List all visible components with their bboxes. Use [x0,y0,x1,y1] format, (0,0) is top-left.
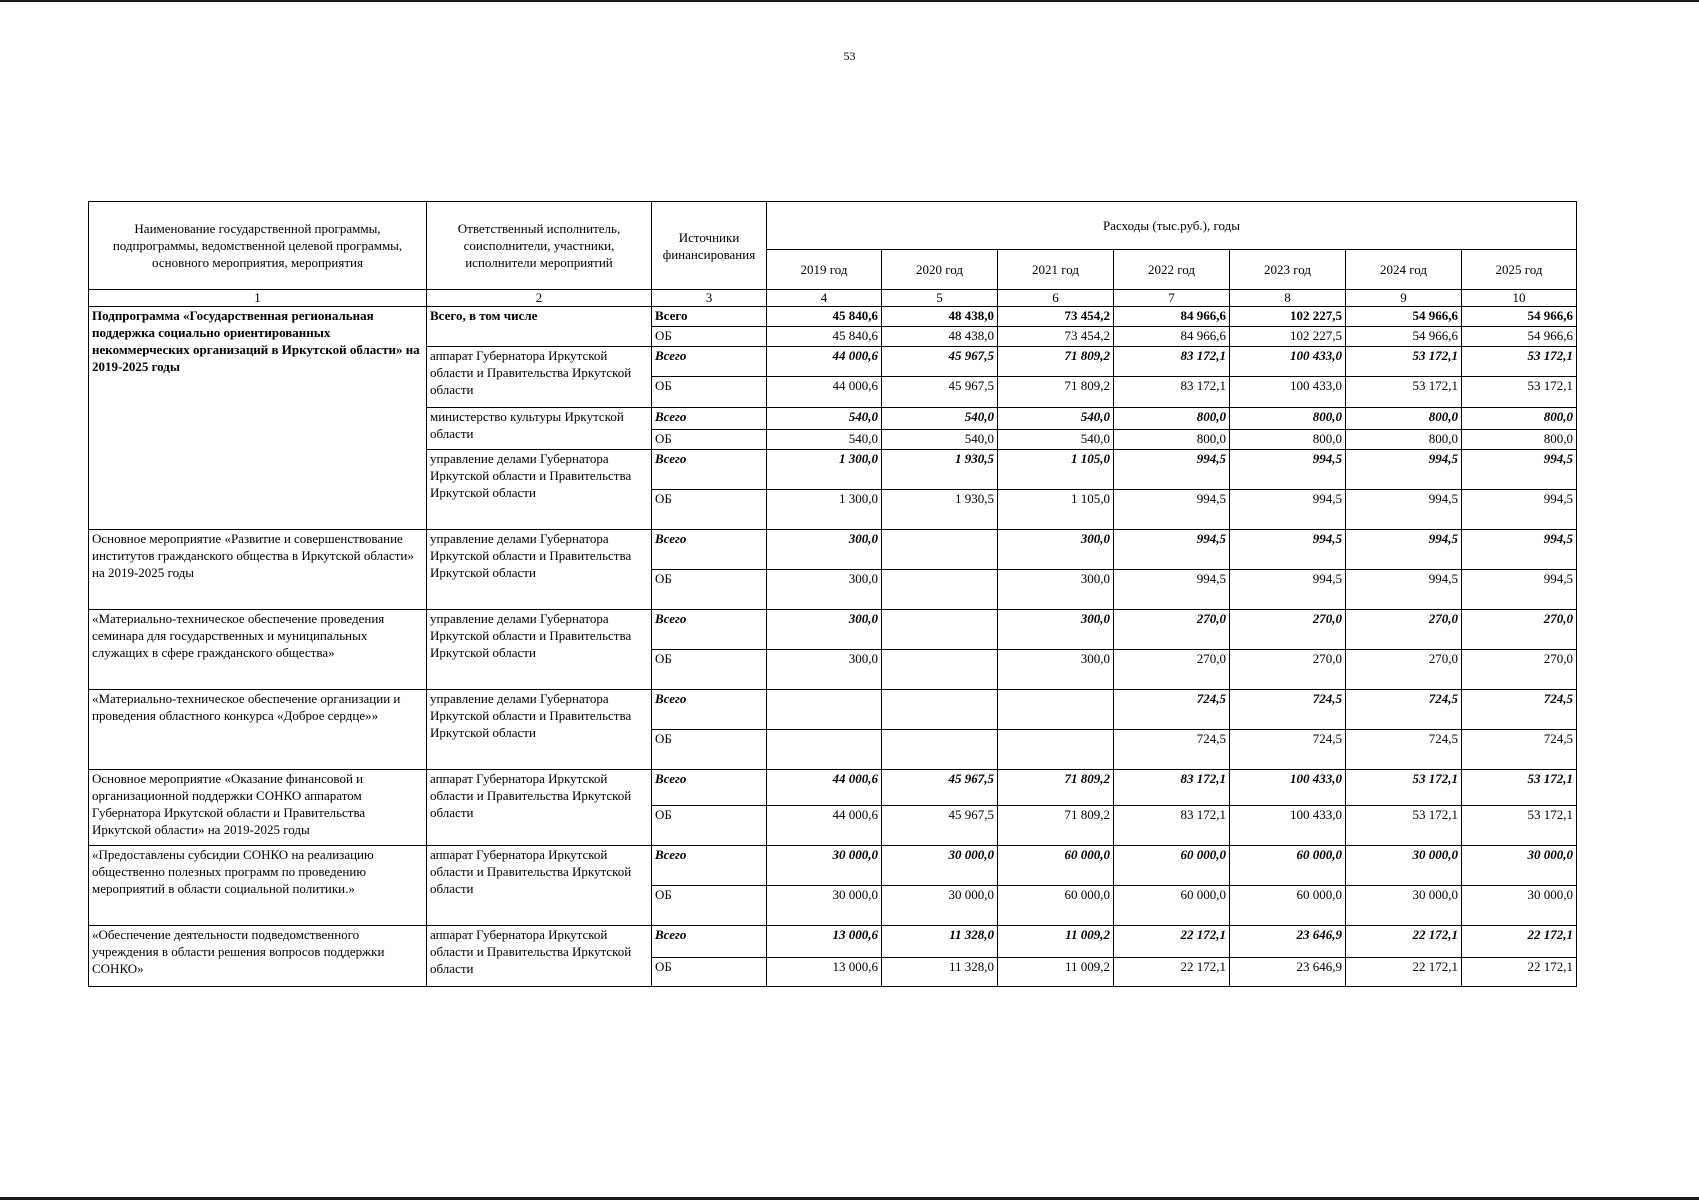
amount-cell: 300,0 [998,650,1114,690]
amount-cell [882,570,998,610]
table-row-total [89,530,1577,570]
amount-cell: 994,5 [1114,570,1230,610]
amount-cell: 540,0 [882,408,998,430]
amount-cell: 54 966,6 [1346,327,1462,347]
amount-cell: 13 000,6 [767,926,882,958]
amount-cell: 53 172,1 [1462,770,1577,806]
amount-cell: 71 809,2 [998,377,1114,408]
source-total-cell: Всего [652,926,767,958]
amount-cell: 994,5 [1230,570,1346,610]
source-total-cell: Всего [652,408,767,430]
amount-cell: 22 172,1 [1114,958,1230,987]
amount-cell: 71 809,2 [998,770,1114,806]
amount-cell: 45 967,5 [882,347,998,377]
executor-cell: аппарат Губернатора Иркутской области и Правительства Иркутской области [427,770,652,846]
header-expenses: Расходы (тыс.руб.), годы [767,202,1577,250]
amount-cell: 11 328,0 [882,958,998,987]
source-ob-cell: ОБ [652,886,767,926]
amount-cell: 30 000,0 [1462,886,1577,926]
amount-cell: 44 000,6 [767,377,882,408]
amount-cell: 994,5 [1346,570,1462,610]
amount-cell: 994,5 [1114,490,1230,530]
amount-cell [767,730,882,770]
amount-cell: 83 172,1 [1114,347,1230,377]
source-total-cell: Всего [652,610,767,650]
amount-cell: 994,5 [1462,530,1577,570]
amount-cell: 800,0 [1114,430,1230,450]
amount-cell: 45 840,6 [767,327,882,347]
amount-cell: 22 172,1 [1346,958,1462,987]
amount-cell: 45 967,5 [882,377,998,408]
amount-cell: 1 300,0 [767,490,882,530]
amount-cell: 53 172,1 [1462,806,1577,846]
amount-cell: 48 438,0 [882,307,998,327]
amount-cell: 30 000,0 [767,886,882,926]
amount-cell: 60 000,0 [998,846,1114,886]
amount-cell: 100 433,0 [1230,770,1346,806]
source-total-cell: Всего [652,530,767,570]
amount-cell: 994,5 [1462,450,1577,490]
column-number: 9 [1346,290,1462,307]
header-program-name: Наименование государственной программы, подпрограммы, ведомственной целевой программы, основного мероприятия, мероприятия [89,202,427,290]
amount-cell [767,690,882,730]
amount-cell: 994,5 [1346,490,1462,530]
amount-cell: 30 000,0 [767,846,882,886]
amount-cell: 83 172,1 [1114,806,1230,846]
header-year: 2024 год [1346,250,1462,290]
amount-cell: 100 433,0 [1230,806,1346,846]
amount-cell: 300,0 [998,530,1114,570]
amount-cell: 300,0 [767,610,882,650]
amount-cell: 300,0 [767,530,882,570]
amount-cell: 540,0 [998,430,1114,450]
column-number-row [89,290,1577,307]
source-total-cell: Всего [652,846,767,886]
amount-cell: 22 172,1 [1114,926,1230,958]
amount-cell: 724,5 [1462,730,1577,770]
amount-cell [882,730,998,770]
amount-cell: 11 009,2 [998,958,1114,987]
header-year: 2021 год [998,250,1114,290]
amount-cell: 102 227,5 [1230,327,1346,347]
amount-cell: 994,5 [1230,450,1346,490]
source-total-cell: Всего [652,450,767,490]
table-body [89,290,1577,987]
amount-cell: 53 172,1 [1346,347,1462,377]
executor-cell: управление делами Губернатора Иркутской области и Правительства Иркутской области [427,530,652,610]
column-number: 7 [1114,290,1230,307]
amount-cell: 800,0 [1346,430,1462,450]
header-year: 2019 год [767,250,882,290]
amount-cell: 270,0 [1346,610,1462,650]
amount-cell: 22 172,1 [1462,958,1577,987]
executor-cell: аппарат Губернатора Иркутской области и Правительства Иркутской области [427,846,652,926]
source-ob-cell: ОБ [652,650,767,690]
amount-cell: 53 172,1 [1462,347,1577,377]
amount-cell: 84 966,6 [1114,307,1230,327]
amount-cell: 71 809,2 [998,347,1114,377]
amount-cell: 994,5 [1114,530,1230,570]
table-row-total [89,690,1577,730]
amount-cell: 100 433,0 [1230,377,1346,408]
header-year: 2022 год [1114,250,1230,290]
column-number: 3 [652,290,767,307]
amount-cell: 100 433,0 [1230,347,1346,377]
executor-cell: управление делами Губернатора Иркутской области и Правительства Иркутской области [427,690,652,770]
amount-cell: 53 172,1 [1346,806,1462,846]
amount-cell: 22 172,1 [1346,926,1462,958]
amount-cell: 800,0 [1462,408,1577,430]
amount-cell: 23 646,9 [1230,958,1346,987]
executor-cell: аппарат Губернатора Иркутской области и Правительства Иркутской области [427,347,652,408]
header-year: 2025 год [1462,250,1577,290]
table-row-total [89,610,1577,650]
amount-cell: 540,0 [998,408,1114,430]
amount-cell: 84 966,6 [1114,327,1230,347]
amount-cell: 60 000,0 [1114,886,1230,926]
amount-cell: 300,0 [767,650,882,690]
column-number: 1 [89,290,427,307]
amount-cell: 30 000,0 [1346,886,1462,926]
budget-table [88,201,1577,987]
amount-cell: 30 000,0 [1462,846,1577,886]
amount-cell: 53 172,1 [1346,770,1462,806]
amount-cell: 1 105,0 [998,450,1114,490]
amount-cell: 73 454,2 [998,307,1114,327]
executor-cell: управление делами Губернатора Иркутской области и Правительства Иркутской области [427,450,652,530]
amount-cell: 300,0 [767,570,882,610]
amount-cell: 540,0 [882,430,998,450]
table-row-total [89,846,1577,886]
amount-cell: 270,0 [1230,610,1346,650]
program-name-cell: Основное мероприятие «Развитие и совершенствование институтов гражданского общества в Иркутской области» на 2019-2025 годы [89,530,427,610]
amount-cell [882,530,998,570]
amount-cell [998,690,1114,730]
column-number: 4 [767,290,882,307]
amount-cell: 60 000,0 [1114,846,1230,886]
amount-cell [998,730,1114,770]
amount-cell: 23 646,9 [1230,926,1346,958]
source-total-cell: Всего [652,347,767,377]
amount-cell: 30 000,0 [882,886,998,926]
amount-cell: 60 000,0 [1230,886,1346,926]
amount-cell: 1 105,0 [998,490,1114,530]
amount-cell: 270,0 [1114,610,1230,650]
amount-cell: 994,5 [1462,490,1577,530]
amount-cell: 44 000,6 [767,770,882,806]
amount-cell: 994,5 [1462,570,1577,610]
amount-cell: 724,5 [1114,690,1230,730]
amount-cell: 994,5 [1346,530,1462,570]
amount-cell: 54 966,6 [1462,327,1577,347]
source-ob-cell: ОБ [652,958,767,987]
amount-cell: 45 967,5 [882,806,998,846]
source-ob-cell: ОБ [652,570,767,610]
header-year: 2023 год [1230,250,1346,290]
header-executor: Ответственный исполнитель, соисполнители, участники, исполнители мероприятий [427,202,652,290]
column-number: 2 [427,290,652,307]
amount-cell: 800,0 [1114,408,1230,430]
amount-cell: 30 000,0 [882,846,998,886]
amount-cell [882,650,998,690]
amount-cell: 73 454,2 [998,327,1114,347]
scan-edge-top [0,0,1699,2]
column-number: 5 [882,290,998,307]
amount-cell: 60 000,0 [1230,846,1346,886]
source-ob-cell: ОБ [652,377,767,408]
amount-cell: 724,5 [1230,690,1346,730]
amount-cell: 22 172,1 [1462,926,1577,958]
amount-cell [882,690,998,730]
amount-cell: 994,5 [1230,530,1346,570]
amount-cell: 83 172,1 [1114,377,1230,408]
amount-cell: 800,0 [1230,408,1346,430]
amount-cell: 270,0 [1462,650,1577,690]
table-row-total [89,770,1577,806]
program-name-cell: Подпрограмма «Государственная региональная поддержка социально ориентированных некоммерческих организаций в Иркутской области» на 2019-2025 годы [89,307,427,530]
table-header [89,202,1577,290]
executor-cell: управление делами Губернатора Иркутской области и Правительства Иркутской области [427,610,652,690]
column-number: 8 [1230,290,1346,307]
program-name-cell: «Материально-техническое обеспечение проведения семинара для государственных и муниципальных служащих в сфере гражданского общества» [89,610,427,690]
amount-cell: 11 328,0 [882,926,998,958]
amount-cell: 1 930,5 [882,450,998,490]
amount-cell [882,610,998,650]
amount-cell: 724,5 [1462,690,1577,730]
amount-cell: 53 172,1 [1462,377,1577,408]
amount-cell: 994,5 [1114,450,1230,490]
amount-cell: 30 000,0 [1346,846,1462,886]
amount-cell: 270,0 [1114,650,1230,690]
program-name-cell: «Обеспечение деятельности подведомственного учреждения в области решения вопросов поддержки СОНКО» [89,926,427,987]
amount-cell: 1 930,5 [882,490,998,530]
amount-cell: 994,5 [1230,490,1346,530]
amount-cell: 71 809,2 [998,806,1114,846]
source-ob-cell: ОБ [652,730,767,770]
amount-cell: 270,0 [1346,650,1462,690]
amount-cell: 60 000,0 [998,886,1114,926]
amount-cell: 724,5 [1230,730,1346,770]
amount-cell: 724,5 [1114,730,1230,770]
amount-cell: 994,5 [1346,450,1462,490]
source-ob-cell: ОБ [652,806,767,846]
program-name-cell: «Предоставлены субсидии СОНКО на реализацию общественно полезных программ по проведению мероприятий в области социальной политики.» [89,846,427,926]
source-ob-cell: ОБ [652,490,767,530]
amount-cell: 11 009,2 [998,926,1114,958]
source-total-cell: Всего [652,770,767,806]
amount-cell: 45 840,6 [767,307,882,327]
amount-cell: 800,0 [1230,430,1346,450]
amount-cell: 724,5 [1346,730,1462,770]
amount-cell: 44 000,6 [767,806,882,846]
source-total-cell: Всего [652,690,767,730]
header-funding-source: Источники финансирования [652,202,767,290]
column-number: 10 [1462,290,1577,307]
amount-cell: 13 000,6 [767,958,882,987]
source-ob-cell: ОБ [652,430,767,450]
page-number: 53 [843,49,856,63]
amount-cell: 300,0 [998,570,1114,610]
executor-cell: Всего, в том числе [427,307,652,347]
amount-cell: 54 966,6 [1346,307,1462,327]
amount-cell: 270,0 [1462,610,1577,650]
amount-cell: 48 438,0 [882,327,998,347]
program-name-cell: Основное мероприятие «Оказание финансовой и организационной поддержки СОНКО аппаратом Губернатора Иркутской области и Правительства Иркутской области» на 2019-2025 годы [89,770,427,846]
table-row-total [89,926,1577,958]
amount-cell: 83 172,1 [1114,770,1230,806]
column-number: 6 [998,290,1114,307]
amount-cell: 800,0 [1462,430,1577,450]
executor-cell: аппарат Губернатора Иркутской области и Правительства Иркутской области [427,926,652,987]
amount-cell: 53 172,1 [1346,377,1462,408]
amount-cell: 270,0 [1230,650,1346,690]
amount-cell: 800,0 [1346,408,1462,430]
source-ob-cell: ОБ [652,327,767,347]
executor-cell: министерство культуры Иркутской области [427,408,652,450]
amount-cell: 102 227,5 [1230,307,1346,327]
amount-cell: 45 967,5 [882,770,998,806]
amount-cell: 1 300,0 [767,450,882,490]
amount-cell: 724,5 [1346,690,1462,730]
amount-cell: 54 966,6 [1462,307,1577,327]
source-total-cell: Всего [652,307,767,327]
amount-cell: 44 000,6 [767,347,882,377]
program-name-cell: «Материально-техническое обеспечение организации и проведения областного конкурса «Доброе сердце»» [89,690,427,770]
table-row-total [89,307,1577,327]
amount-cell: 540,0 [767,408,882,430]
amount-cell: 300,0 [998,610,1114,650]
amount-cell: 540,0 [767,430,882,450]
header-year: 2020 год [882,250,998,290]
